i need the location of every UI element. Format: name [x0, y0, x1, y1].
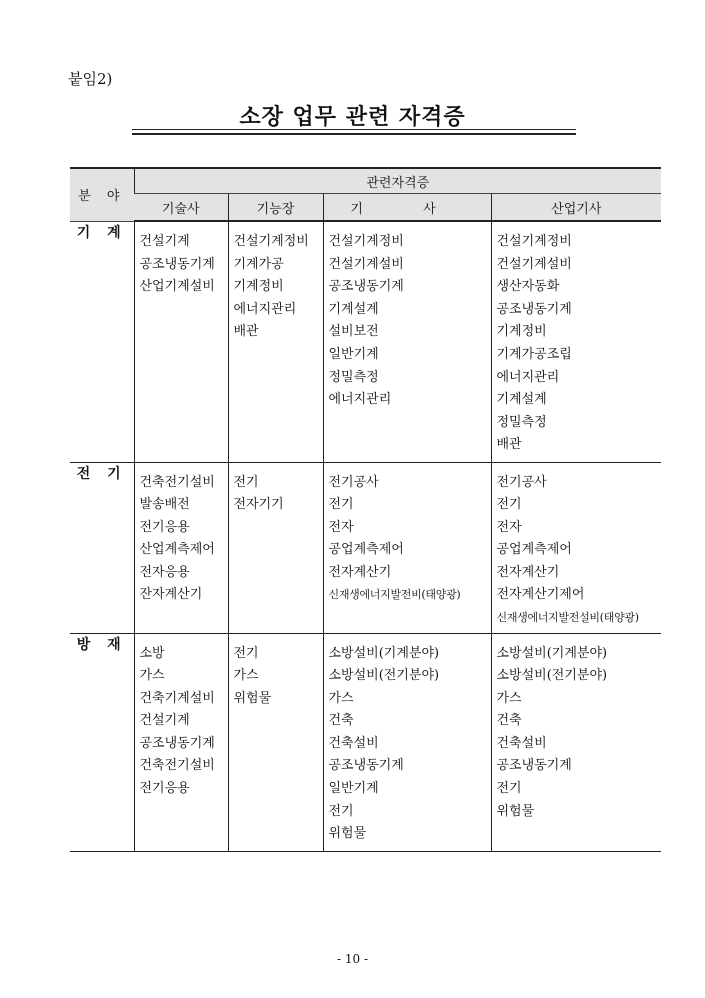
qualification-item: 설비보전 [328, 324, 379, 340]
qualification-item: 공업계측제어 [328, 542, 404, 558]
qualification-item: 생산자동화 [496, 279, 560, 295]
qualification-item: 일반기계 [328, 781, 379, 797]
header-ginungjang: 기능장 [228, 194, 323, 222]
qualification-item: 건축설비 [328, 735, 379, 751]
qualification-item: 전기응용 [139, 781, 190, 797]
qualification-item: 가스 [496, 690, 522, 706]
qualification-item: 소방설비(기계분야) [496, 645, 608, 661]
header-gisulsa: 기술사 [134, 194, 228, 222]
cell-mech-gisulsa [134, 221, 228, 462]
qualification-item: 위험물 [328, 826, 367, 842]
cell-disaster-gisa [323, 633, 491, 851]
qualification-item: 가스 [328, 690, 354, 706]
qualification-item: 기계설계 [496, 392, 547, 408]
qualification-item: 건설기계정비 [496, 234, 572, 249]
qualification-item: 정밀측정 [496, 414, 547, 430]
qualification-item: 배관 [233, 324, 259, 340]
qualification-item: 공조냉동기계 [328, 758, 404, 774]
header-saneopgisa: 산업기사 [491, 194, 661, 222]
qualification-item: 산업계측제어 [139, 542, 215, 558]
qualification-item: 건설기계 [139, 713, 190, 729]
qualification-item: 건축설비 [496, 735, 547, 751]
qualification-item: 전자기기 [233, 497, 284, 513]
table-header-row [70, 168, 661, 194]
table-row-mechanical [70, 221, 661, 462]
table-row-electrical [70, 462, 661, 633]
qualification-item: 공조냉동기계 [328, 279, 404, 295]
qualification-item: 가스 [139, 668, 165, 684]
header-gisa: 기 사 [323, 194, 491, 222]
qualification-item: 소방설비(전기분야) [328, 668, 440, 684]
qualification-item: 에너지관리 [233, 301, 297, 317]
qualification-item: 전기 [496, 781, 522, 797]
qualification-item: 건설기계정비 [233, 234, 309, 249]
qualification-item: 전기 [233, 474, 259, 490]
cell-elec-saneopgisa [491, 462, 661, 633]
qualification-item: 에너지관리 [496, 369, 560, 385]
qualification-item: 배관 [496, 437, 522, 453]
qualification-item: 건설기계 [139, 234, 190, 249]
qualification-item: 전자계산기 [496, 564, 560, 580]
qualification-item: 기계정비 [233, 279, 284, 295]
qualification-item: 공조냉동기계 [496, 301, 572, 317]
qualification-item: 에너지관리 [328, 392, 392, 408]
page-number: - 10 - [336, 952, 368, 966]
attachment-label: 붙임2) [68, 70, 113, 88]
qualification-item: 건설기계설비 [328, 256, 404, 272]
qualification-item: 기계가공조립 [496, 346, 572, 362]
table-subheader-row [70, 194, 661, 222]
cell-disaster-gisulsa [134, 633, 228, 851]
qualification-item: 전자 [496, 519, 522, 535]
qualification-item: 공조냉동기계 [496, 758, 572, 774]
qualification-item: 전기응용 [139, 519, 190, 535]
page-title: 소장 업무 관련 자격증 [239, 105, 466, 130]
field-electrical: 전 기 [70, 462, 134, 633]
qualification-item: 산업기계설비 [139, 279, 215, 295]
field-mechanical: 기 계 [70, 221, 134, 462]
qualification-item: 소방설비(전기분야) [496, 668, 608, 684]
qualification-item: 정밀측정 [328, 369, 379, 385]
qualification-item: 신재생에너지발전비(태양광) [328, 588, 461, 602]
qualification-item: 잔자계산기 [139, 587, 203, 603]
cell-elec-ginungjang [228, 462, 323, 633]
cell-mech-ginungjang [228, 221, 323, 462]
qualification-item: 공업계측제어 [496, 542, 572, 558]
qualification-item: 건축전기설비 [139, 758, 215, 774]
qualification-item: 기계설계 [328, 301, 379, 317]
cell-elec-gisulsa [134, 462, 228, 633]
qualification-item: 위험물 [233, 690, 272, 706]
cell-disaster-saneopgisa [491, 633, 661, 851]
qualification-item: 공조냉동기계 [139, 735, 215, 751]
qualification-item: 건축기계설비 [139, 690, 215, 706]
qualification-item: 전기 [328, 497, 354, 513]
qualification-item: 전자응용 [139, 564, 190, 580]
header-field: 분 야 [70, 168, 134, 221]
qualification-item: 전자 [328, 519, 354, 535]
header-related-qualifications: 관련자격증 [134, 168, 661, 194]
qualification-item: 전자계산기제어 [496, 587, 585, 603]
qualification-item: 전기공사 [496, 474, 547, 490]
qualification-item: 공조냉동기계 [139, 256, 215, 272]
qualifications-table [70, 167, 661, 852]
qualification-item: 전자계산기 [328, 564, 392, 580]
qualification-item: 소방설비(기계분야) [328, 645, 440, 661]
cell-elec-gisa [323, 462, 491, 633]
title-underline-thick [132, 133, 576, 135]
cell-mech-gisa [323, 221, 491, 462]
qualification-item: 전기 [233, 645, 259, 661]
qualification-item: 건축 [328, 713, 354, 729]
qualification-item: 일반기계 [328, 346, 379, 362]
qualification-item: 건축 [496, 713, 522, 729]
cell-disaster-ginungjang [228, 633, 323, 851]
qualification-item: 건설기계설비 [496, 256, 572, 272]
qualification-item: 발송배전 [139, 497, 190, 513]
qualification-item: 전기 [328, 803, 354, 819]
qualification-item: 기계가공 [233, 256, 284, 272]
qualification-item: 위험물 [496, 803, 535, 819]
qualification-item: 건설기계정비 [328, 234, 404, 249]
title-underline [132, 129, 576, 130]
qualification-item: 기계정비 [496, 324, 547, 340]
qualification-item: 신재생에너지발전설비(태양광) [496, 611, 639, 625]
qualification-item: 전기 [496, 497, 522, 513]
table-row-disaster-prevention [70, 633, 661, 851]
qualification-item: 소방 [139, 645, 165, 661]
qualification-item: 건축전기설비 [139, 474, 215, 490]
qualification-item: 가스 [233, 668, 259, 684]
qualification-item: 전기공사 [328, 474, 379, 490]
cell-mech-saneopgisa [491, 221, 661, 462]
field-disaster-prevention: 방 재 [70, 633, 134, 851]
